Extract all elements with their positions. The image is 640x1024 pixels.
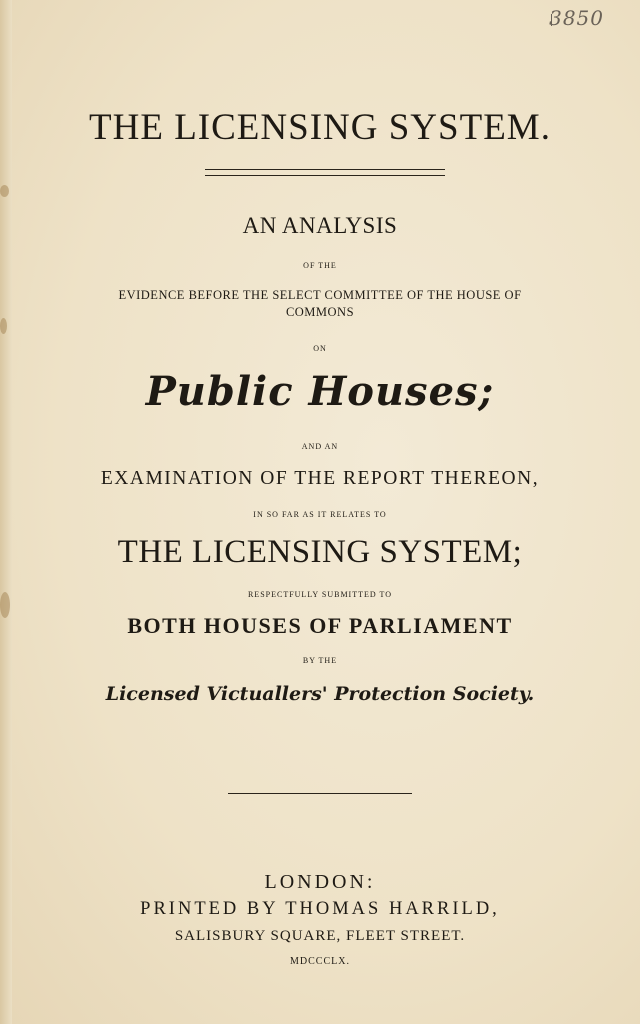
connector-and-an: AND AN: [301, 442, 339, 451]
double-rule: [205, 169, 445, 176]
subtitle: AN ANALYSIS: [242, 213, 398, 238]
connector-on: ON: [313, 344, 327, 353]
connector-respectfully: RESPECTFULLY SUBMITTED TO: [247, 590, 393, 599]
imprint-address: SALISBURY SQUARE, FLEET STREET.: [174, 928, 466, 944]
imprint-printer: PRINTED BY THOMAS HARRILD,: [140, 899, 500, 919]
both-houses-line: BOTH HOUSES OF PARLIAMENT: [127, 613, 513, 638]
licensing-system-heading: THE LICENSING SYSTEM;: [117, 534, 523, 570]
foxing-stain: [0, 185, 9, 197]
imprint-year: MDCCCLX.: [290, 956, 350, 967]
examination-line: EXAMINATION OF THE REPORT THEREON,: [100, 468, 540, 489]
society-name: Licensed Victuallers' Protection Society.: [105, 683, 535, 705]
single-rule: [228, 793, 412, 794]
public-houses-heading: Public Houses;: [145, 368, 495, 415]
connector-by-the: BY THE: [302, 656, 338, 665]
imprint-city: LONDON:: [264, 871, 376, 893]
connector-in-so-far: IN SO FAR AS IT RELATES TO: [253, 510, 387, 519]
connector-of-the: OF THE: [303, 261, 337, 270]
page-title: THE LICENSING SYSTEM.: [89, 107, 551, 148]
handwritten-shelfmark: 3850: [549, 6, 604, 30]
foxing-stain: [0, 318, 7, 334]
evidence-line-1: EVIDENCE BEFORE THE SELECT COMMITTEE OF THE HOUSE OF: [118, 288, 522, 302]
evidence-line-2: COMMONS: [285, 305, 355, 319]
